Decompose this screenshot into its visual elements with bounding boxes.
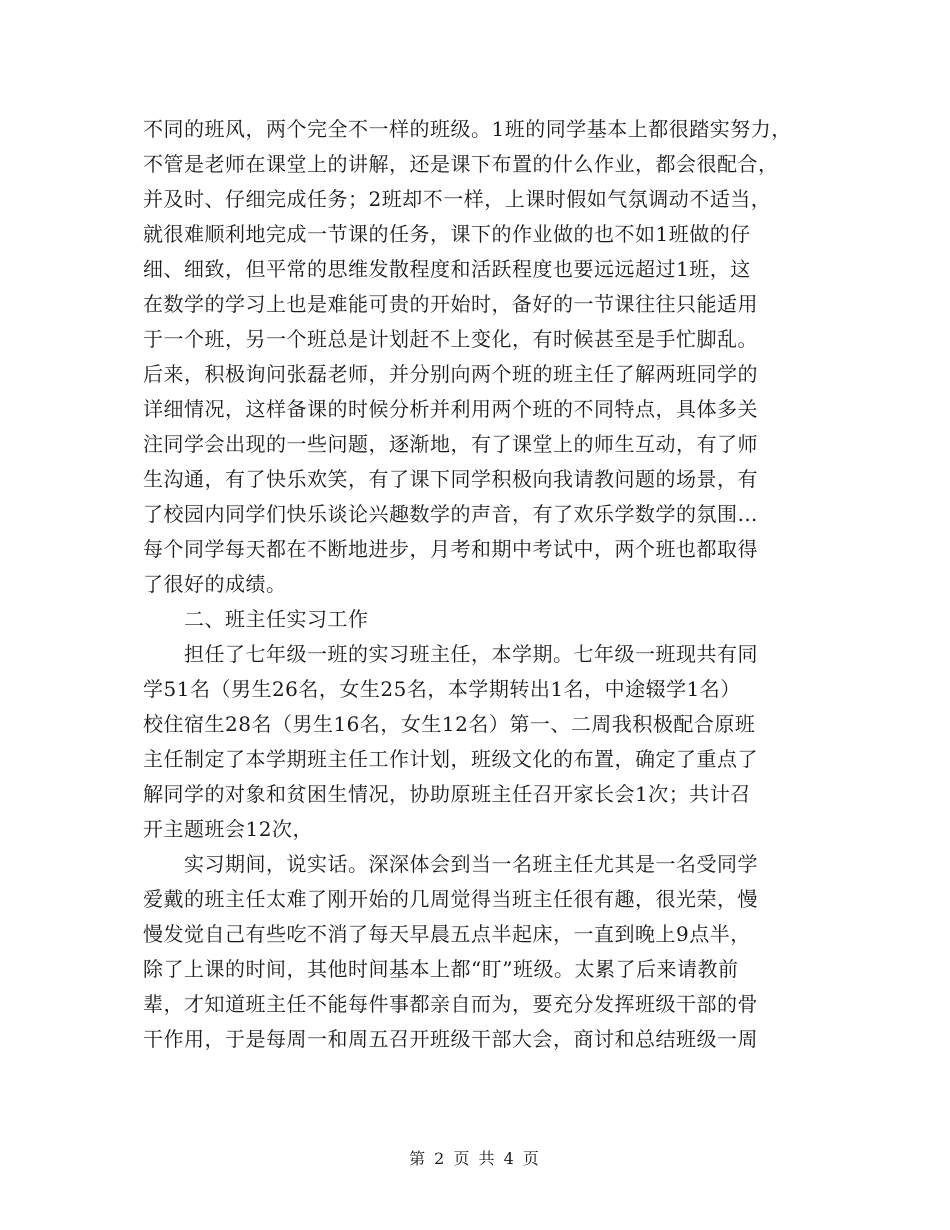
text-line: 学51名（男生26名，女生25名，本学期转出1名，中途辍学1名） <box>143 677 741 701</box>
text-line: 不同的班风，两个完全不一样的班级。1班的同学基本上都很踏实努力， <box>143 117 792 141</box>
text-line: 每个同学每天都在不断地进步，月考和期中考试中，两个班也都取得 <box>143 537 758 561</box>
text-line: 注同学会出现的一些问题，逐渐地，有了课堂上的师生互动，有了师 <box>143 432 758 456</box>
text-line: 实习期间，说实话。深深体会到当一名班主任尤其是一名受同学 <box>143 852 758 876</box>
text-line: 详细情况，这样备课的时候分析并利用两个班的不同特点，具体多关 <box>143 397 758 421</box>
text-line: 在数学的学习上也是难能可贵的开始时，备好的一节课往往只能适用 <box>143 292 758 316</box>
text-line: 开主题班会12次， <box>143 817 313 841</box>
section-heading: 二、班主任实习工作 <box>143 607 369 631</box>
page-number: 第 2 页 共 4 页 <box>409 1149 541 1168</box>
text-line: 了很好的成绩。 <box>143 572 287 596</box>
text-line: 爱戴的班主任太难了刚开始的几周觉得当班主任很有趣，很光荣，慢 <box>143 887 758 911</box>
text-line: 了校园内同学们快乐谈论兴趣数学的声音，有了欢乐学数学的氛围… <box>143 502 758 526</box>
text-line: 主任制定了本学期班主任工作计划，班级文化的布置，确定了重点了 <box>143 747 758 771</box>
text-line: 校住宿生28名（男生16名，女生12名）第一、二周我积极配合原班 <box>143 712 756 736</box>
text-line: 除了上课的时间，其他时间基本上都“盯”班级。太累了后来请教前 <box>143 957 739 981</box>
text-line: 并及时、仔细完成任务；2班却不一样，上课时假如气氛调动不适当， <box>143 187 772 211</box>
text-line: 担任了七年级一班的实习班主任，本学期。七年级一班现共有同 <box>143 642 758 666</box>
text-line: 于一个班，另一个班总是计划赶不上变化，有时候甚至是手忙脚乱。 <box>143 327 758 351</box>
text-line: 细、细致，但平常的思维发散程度和活跃程度也要远远超过1班，这 <box>143 257 751 281</box>
text-line: 慢发觉自己有些吃不消了每天早晨五点半起床，一直到晚上9点半， <box>143 922 751 946</box>
text-line: 解同学的对象和贫困生情况，协助原班主任召开家长会1次；共计召 <box>143 782 751 806</box>
text-line: 就很难顺利地完成一节课的任务，课下的作业做的也不如1班做的仔 <box>143 222 751 246</box>
text-line: 生沟通，有了快乐欢笑，有了课下同学积极向我请教问题的场景，有 <box>143 467 758 491</box>
text-line: 不管是老师在课堂上的讲解，还是课下布置的什么作业，都会很配合， <box>143 152 779 176</box>
text-line: 干作用，于是每周一和周五召开班级干部大会，商讨和总结班级一周 <box>143 1027 758 1051</box>
text-line: 辈，才知道班主任不能每件事都亲自而为，要充分发挥班级干部的骨 <box>143 992 758 1016</box>
text-line: 后来，积极询问张磊老师，并分别向两个班的班主任了解两班同学的 <box>143 362 758 386</box>
